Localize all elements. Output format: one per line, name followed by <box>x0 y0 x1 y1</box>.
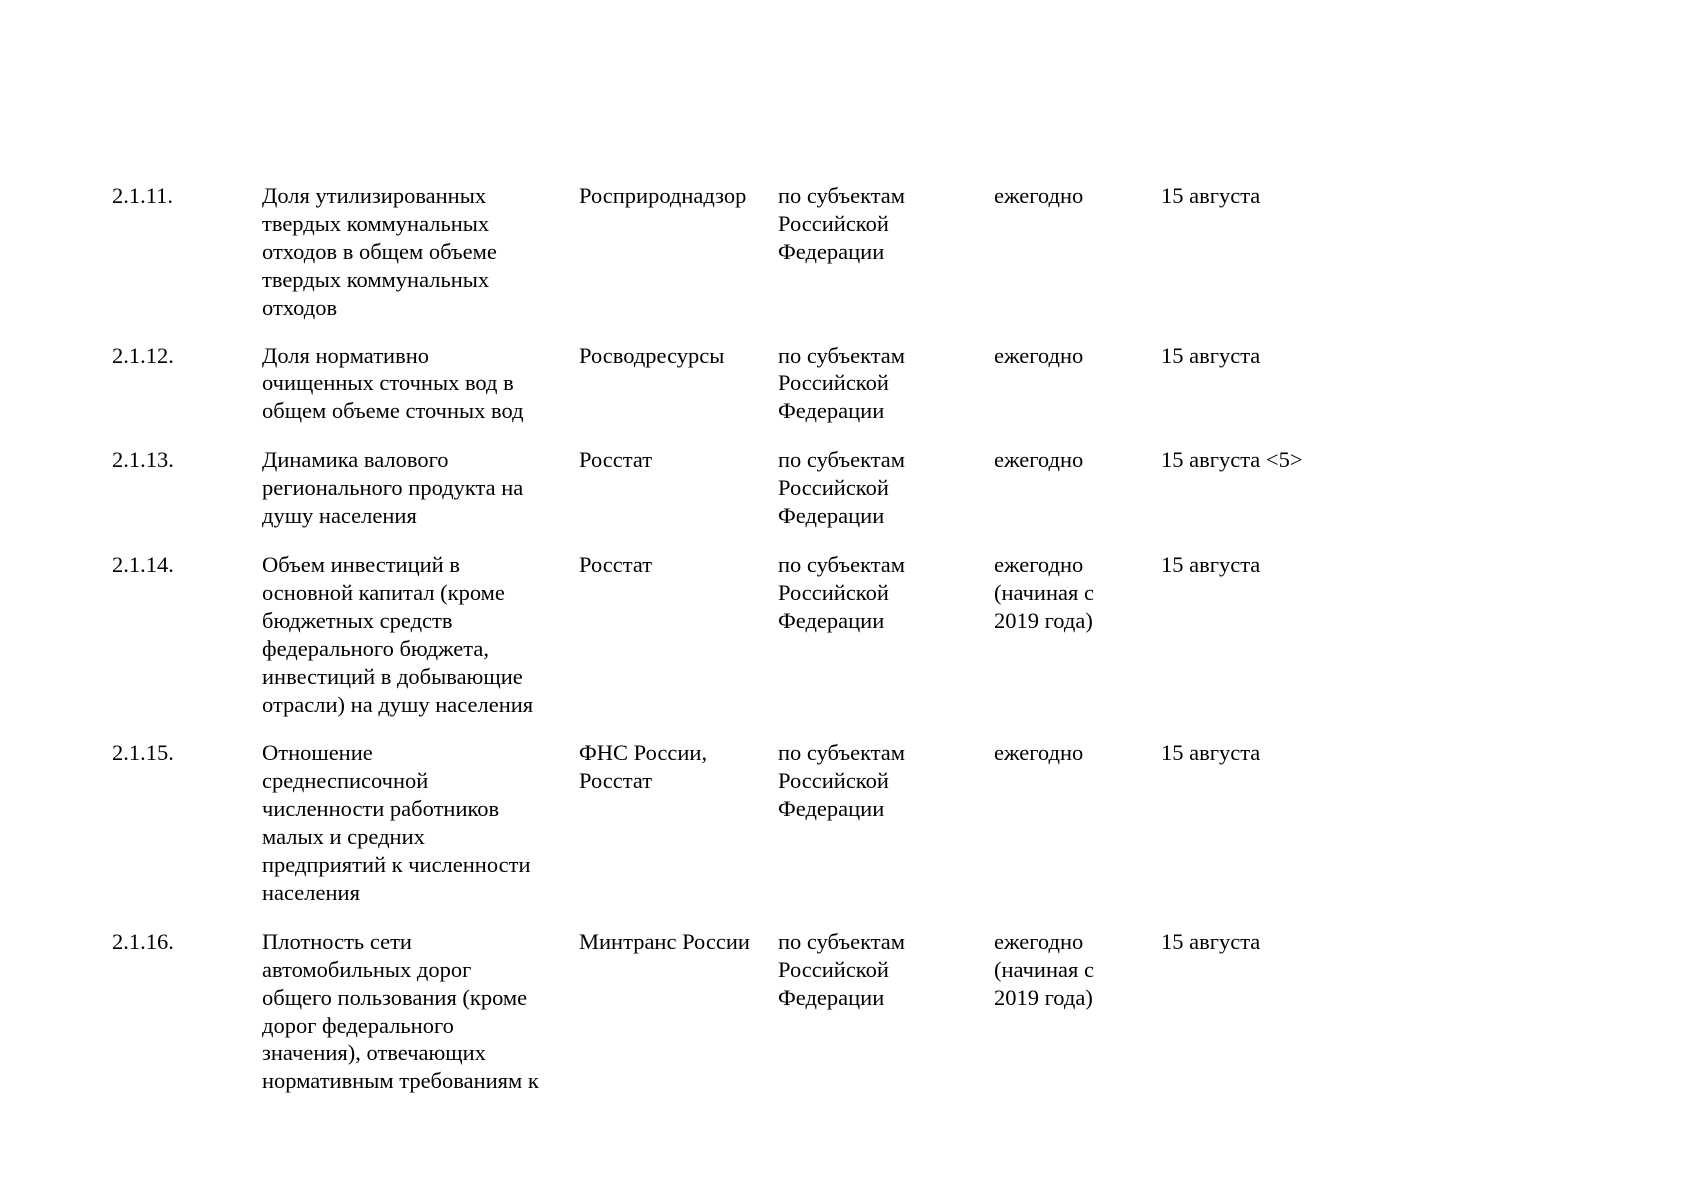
frequency <box>994 739 1161 767</box>
responsible-agency <box>579 551 778 579</box>
text-line: по субъектам <box>778 551 906 577</box>
indicator-name <box>262 342 579 426</box>
text-line: Федерации <box>778 607 885 633</box>
table-row <box>112 928 1352 1095</box>
text-line: Росстат <box>579 551 653 577</box>
text-line: ежегодно <box>994 447 1084 473</box>
text-line: малых и средних <box>262 824 425 850</box>
text-line: значения), отвечающих <box>262 1040 486 1066</box>
text-line: 15 августа <box>1161 551 1261 577</box>
text-line: отходов <box>262 294 338 320</box>
text-line: Росприроднадзор <box>579 183 747 208</box>
row-number: 2.1.16. <box>112 928 174 954</box>
text-line: Динамика валового <box>262 447 449 473</box>
table-row <box>112 739 1352 906</box>
text-line: ФНС России, <box>579 740 708 766</box>
text-line: по субъектам <box>778 928 906 954</box>
detail-level <box>778 342 994 426</box>
frequency <box>994 342 1161 370</box>
text-line: Российской <box>778 475 889 501</box>
deadline <box>1161 739 1352 767</box>
detail-level <box>778 551 994 635</box>
text-line: Федерации <box>778 238 885 264</box>
deadline <box>1161 342 1352 370</box>
detail-level <box>778 446 994 530</box>
text-line: ежегодно <box>994 551 1084 577</box>
text-line: 15 августа <box>1161 928 1261 954</box>
indicator-table <box>112 182 1352 1095</box>
text-line: по субъектам <box>778 183 906 208</box>
text-line: федерального бюджета, <box>262 635 489 661</box>
text-line: твердых коммунальных <box>262 210 490 236</box>
text-line: Росстат <box>579 768 653 794</box>
text-line: очищенных сточных вод в <box>262 370 514 396</box>
row-number: 2.1.13. <box>112 447 174 473</box>
frequency <box>994 551 1161 635</box>
text-line: основной капитал (кроме <box>262 579 505 605</box>
text-line: по субъектам <box>778 447 906 473</box>
text-line: автомобильных дорог <box>262 956 472 982</box>
text-line: бюджетных средств <box>262 607 453 633</box>
row-number: 2.1.15. <box>112 740 174 766</box>
text-line: Российской <box>778 210 889 236</box>
text-line: численности работников <box>262 796 500 822</box>
responsible-agency <box>579 739 778 795</box>
frequency <box>994 928 1161 1012</box>
deadline <box>1161 446 1352 474</box>
text-line: Отношение <box>262 740 373 766</box>
indicator-name <box>262 928 579 1095</box>
text-line: дорог федерального <box>262 1012 454 1038</box>
table-row <box>112 182 1352 322</box>
text-line: Федерации <box>778 503 885 529</box>
text-line: Федерации <box>778 984 885 1010</box>
text-line: душу населения <box>262 503 417 529</box>
text-line: Минтранс России <box>579 928 750 954</box>
text-line: Федерации <box>778 796 885 822</box>
text-line: по субъектам <box>778 342 906 368</box>
indicator-name <box>262 182 579 322</box>
text-line: Доля утилизированных <box>262 183 487 208</box>
detail-level <box>778 739 994 823</box>
text-line: инвестиций в добывающие <box>262 663 523 689</box>
deadline <box>1161 182 1352 210</box>
text-line: Российской <box>778 956 889 982</box>
detail-level <box>778 182 994 266</box>
text-line: общем объеме сточных вод <box>262 398 524 424</box>
indicator-name <box>262 446 579 530</box>
responsible-agency <box>579 342 778 370</box>
text-line: твердых коммунальных <box>262 266 490 292</box>
text-line: предприятий к численности <box>262 852 531 878</box>
text-line: общего пользования (кроме <box>262 984 528 1010</box>
text-line: Российской <box>778 768 889 794</box>
text-line: нормативным требованиям к <box>262 1068 539 1094</box>
indicator-name <box>262 551 579 718</box>
text-line: Объем инвестиций в <box>262 551 460 577</box>
text-line: Российской <box>778 370 889 396</box>
text-line: регионального продукта на <box>262 475 524 501</box>
text-line: Росстат <box>579 447 653 473</box>
row-number: 2.1.11. <box>112 183 174 208</box>
text-line: ежегодно <box>994 183 1084 208</box>
text-line: 15 августа <box>1161 183 1261 208</box>
text-line: 2019 года) <box>994 984 1093 1010</box>
row-number: 2.1.12. <box>112 342 174 368</box>
table-row <box>112 342 1352 426</box>
text-line: по субъектам <box>778 740 906 766</box>
detail-level <box>778 928 994 1012</box>
text-line: населения <box>262 879 360 905</box>
text-line: 15 августа <5> <box>1161 447 1303 473</box>
frequency <box>994 182 1161 210</box>
text-line: (начиная с <box>994 579 1094 605</box>
responsible-agency <box>579 928 778 956</box>
text-line: Доля нормативно <box>262 342 429 368</box>
row-number: 2.1.14. <box>112 551 174 577</box>
text-line: ежегодно <box>994 342 1084 368</box>
text-line: (начиная с <box>994 956 1094 982</box>
table-row <box>112 551 1352 718</box>
deadline <box>1161 928 1352 956</box>
deadline <box>1161 551 1352 579</box>
frequency <box>994 446 1161 474</box>
text-line: Федерации <box>778 398 885 424</box>
text-line: 2019 года) <box>994 607 1093 633</box>
text-line: 15 августа <box>1161 740 1261 766</box>
text-line: 15 августа <box>1161 342 1261 368</box>
responsible-agency <box>579 182 778 210</box>
text-line: Плотность сети <box>262 928 412 954</box>
text-line: ежегодно <box>994 928 1084 954</box>
text-line: Росводресурсы <box>579 342 725 368</box>
text-line: отходов в общем объеме <box>262 238 497 264</box>
indicator-name <box>262 739 579 906</box>
text-line: отрасли) на душу населения <box>262 691 534 717</box>
table-row <box>112 446 1352 530</box>
text-line: среднесписочной <box>262 768 429 794</box>
responsible-agency <box>579 446 778 474</box>
text-line: ежегодно <box>994 740 1084 766</box>
text-line: Российской <box>778 579 889 605</box>
